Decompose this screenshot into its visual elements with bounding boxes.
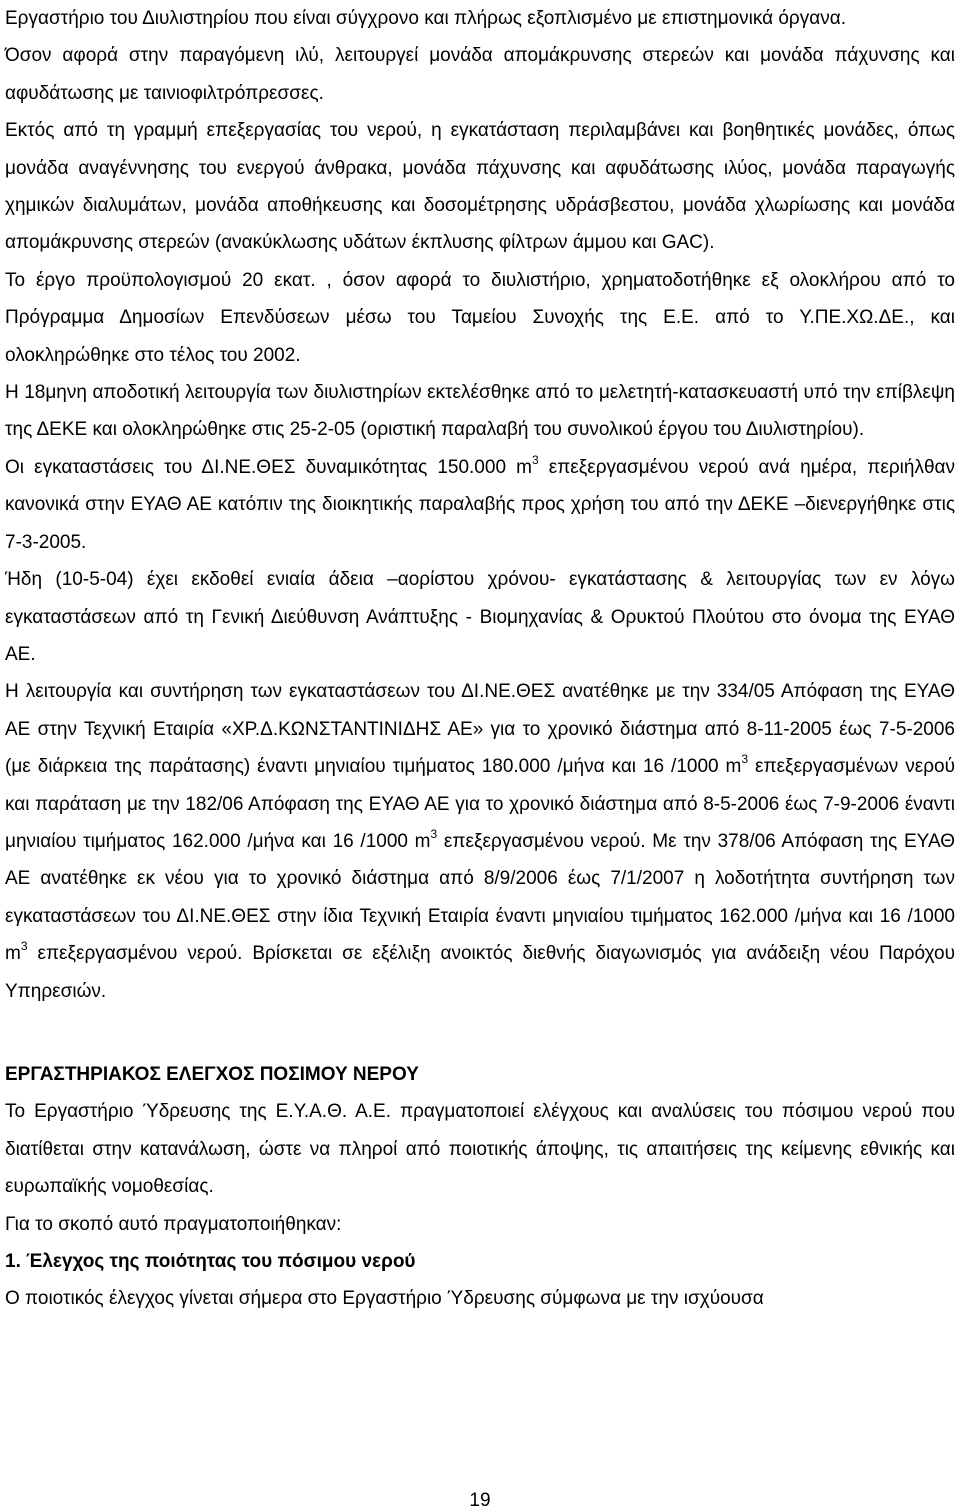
maintenance-seg4: επεξεργασμένου νερού. Βρίσκεται σε εξέλιξη ανοικτός διεθνής διαγωνισμός για ανάδειξη νέου Παρόχου Υπηρεσιών. xyxy=(5,943,955,1002)
page-number: 19 xyxy=(469,1490,491,1511)
subheading-quality-control: 1. Έλεγχος της ποιότητας του πόσιμου νερού xyxy=(5,1251,416,1272)
document-page xyxy=(5,0,955,1318)
capacity-superscript: 3 xyxy=(531,452,539,467)
maintenance-sup2: 3 xyxy=(430,826,438,841)
maintenance-seg3: επεξεργασμένου νερού. Με την 378/06 Απόφαση της ΕΥΑΘ ΑΕ ανατέθηκε εκ νέου για το χρονικό διάστημα από 8/9/2006 έως 7/1/2007 η λοδοτήτητα συντήρηση των εγκαταστάσεων του ΔΙ.ΝΕ.ΘΕΣ στην ίδια Τεχνική Εταιρία έναντι μηνιαίου τιμήματος 162.000 /μήνα και 16 /1000 m xyxy=(5,830,956,965)
paragraph-capacity xyxy=(5,449,955,561)
section-heading: ΕΡΓΑΣΤΗΡΙΑΚΟΣ ΕΛΕΓΧΟΣ ΠΟΣΙΜΟΥ ΝΕΡΟΥ xyxy=(5,1063,419,1085)
paragraph-license: Ήδη (10-5-04) έχει εκδοθεί ενιαία άδεια –αορίστου χρόνου- εγκατάστασης & λειτουργίας των εν λόγω εγκαταστάσεων από τη Γενική Διεύθυνση Ανάπτυξης - Βιομηχανίας & Ορυκτού Πλούτου στο όνομα της ΕΥΑΘ ΑΕ. xyxy=(5,569,955,665)
paragraph-purpose: Για το σκοπό αυτό πραγματοποιήθηκαν: xyxy=(5,1213,342,1235)
paragraph-quality-control: Ο ποιοτικός έλεγχος γίνεται σήμερα στο Εργαστήριο Ύδρευσης σύμφωνα με την ισχύουσα xyxy=(5,1288,764,1310)
paragraph-maintenance xyxy=(5,673,955,1010)
paragraph-sludge: Όσον αφορά στην παραγόμενη ιλύ, λειτουργεί μονάδα απομάκρυνσης στερεών και μονάδα πάχυνσης και αφυδάτωσης με ταινιοφιλτρόπρεσσες. xyxy=(5,45,955,104)
paragraph-lab-checks: Το Εργαστήριο Ύδρευσης της Ε.Υ.Α.Θ. Α.Ε. πραγματοποιεί ελέγχους και αναλύσεις του πόσιμου νερού που διατίθεται στην κατανάλωση, ώστε να πληροί από ποιοτικής άποψης, τις απαιτήσεις της κείμενης εθνικής και ευρωπαϊκής νομοθεσίας. xyxy=(5,1101,955,1198)
paragraph-lab-intro: Εργαστήριο του Διυλιστηρίου που είναι σύγχρονο και πλήρως εξοπλισμένο με επιστημονικά όργανα. xyxy=(5,8,846,29)
paragraph-auxiliary-units: Εκτός από τη γραμμή επεξεργασίας του νερού, η εγκατάσταση περιλαμβάνει και βοηθητικές μονάδες, όπως μονάδα αναγέννησης του ενεργού άνθρακα, μονάδα πάχυνσης και αφυδάτωσης ιλύος, μονάδα παραγωγής χημικών διαλυμάτων, μονάδα αποθήκευσης και δοσομέτρησης υδράσβεστου, μονάδα χλωρίωσης και μονάδα απομάκρυνσης στερεών (ανακύκλωσης υδάτων έκπλυσης φίλτρων άμμου και GAC). xyxy=(5,120,955,254)
maintenance-seg1: Η λειτουργία και συντήρηση των εγκαταστάσεων του ΔΙ.ΝΕ.ΘΕΣ ανατέθηκε με την 334/05 Απόφαση της ΕΥΑΘ ΑΕ στην Τεχνική Εταιρία «ΧΡ.Δ.ΚΩΝΣΤΑΝΤΙΝΙΔΗΣ ΑΕ» για το χρονικό διάστημα από 8-11-2005 έως 7-5-2006 (με διάρκεια της παράτασης) έναντι μηνιαίου τιμήματος 180.000 /μήνα και 16 /1000 m xyxy=(5,681,955,778)
maintenance-sup1: 3 xyxy=(741,752,749,767)
paragraph-funding: Το έργο προϋπολογισμού 20 εκατ. , όσον αφορά το διυλιστήριο, χρηματοδοτήθηκε εξ ολοκλήρου από το Πρόγραμμα Δημοσίων Επενδύσεων μέσω του Ταμείου Συνοχής της Ε.Ε. από το Υ.ΠΕ.ΧΩ.ΔΕ., και ολοκληρώθηκε στο τέλος του 2002. xyxy=(5,269,955,366)
paragraph-operation: Η 18μηνη αποδοτική λειτουργία των διυλιστηρίων εκτελέσθηκε από το μελετητή-κατασκευαστή υπό την επίβλεψη της ΔΕΚΕ και ολοκληρώθηκε στις 25-2-05 (οριστική παραλαβή του συνολικού έργου του Διυλιστηρίου). xyxy=(5,382,955,441)
maintenance-sup3: 3 xyxy=(20,939,28,954)
capacity-text-after: επεξεργασμένου νερού ανά ημέρα, περιήλθαν κανονικά στην ΕΥΑΘ ΑΕ κατόπιν της διοικητικής παραλαβής προς χρήση του από την ΔΕΚΕ –διενεργήθηκε στις 7-3-2005. xyxy=(5,456,955,553)
maintenance-seg2: επεξεργασμένων νερού και παράταση με την 182/06 Απόφαση της ΕΥΑΘ ΑΕ για το χρονικό διάστημα από 8-5-2006 έως 7-9-2006 έναντι μηνιαίου τιμήματος 162.000 /μήνα και 16 /1000 m xyxy=(5,756,955,852)
capacity-text-before: Οι εγκαταστάσεις του ΔΙ.ΝΕ.ΘΕΣ δυναμικότητας 150.000 m xyxy=(5,456,532,478)
